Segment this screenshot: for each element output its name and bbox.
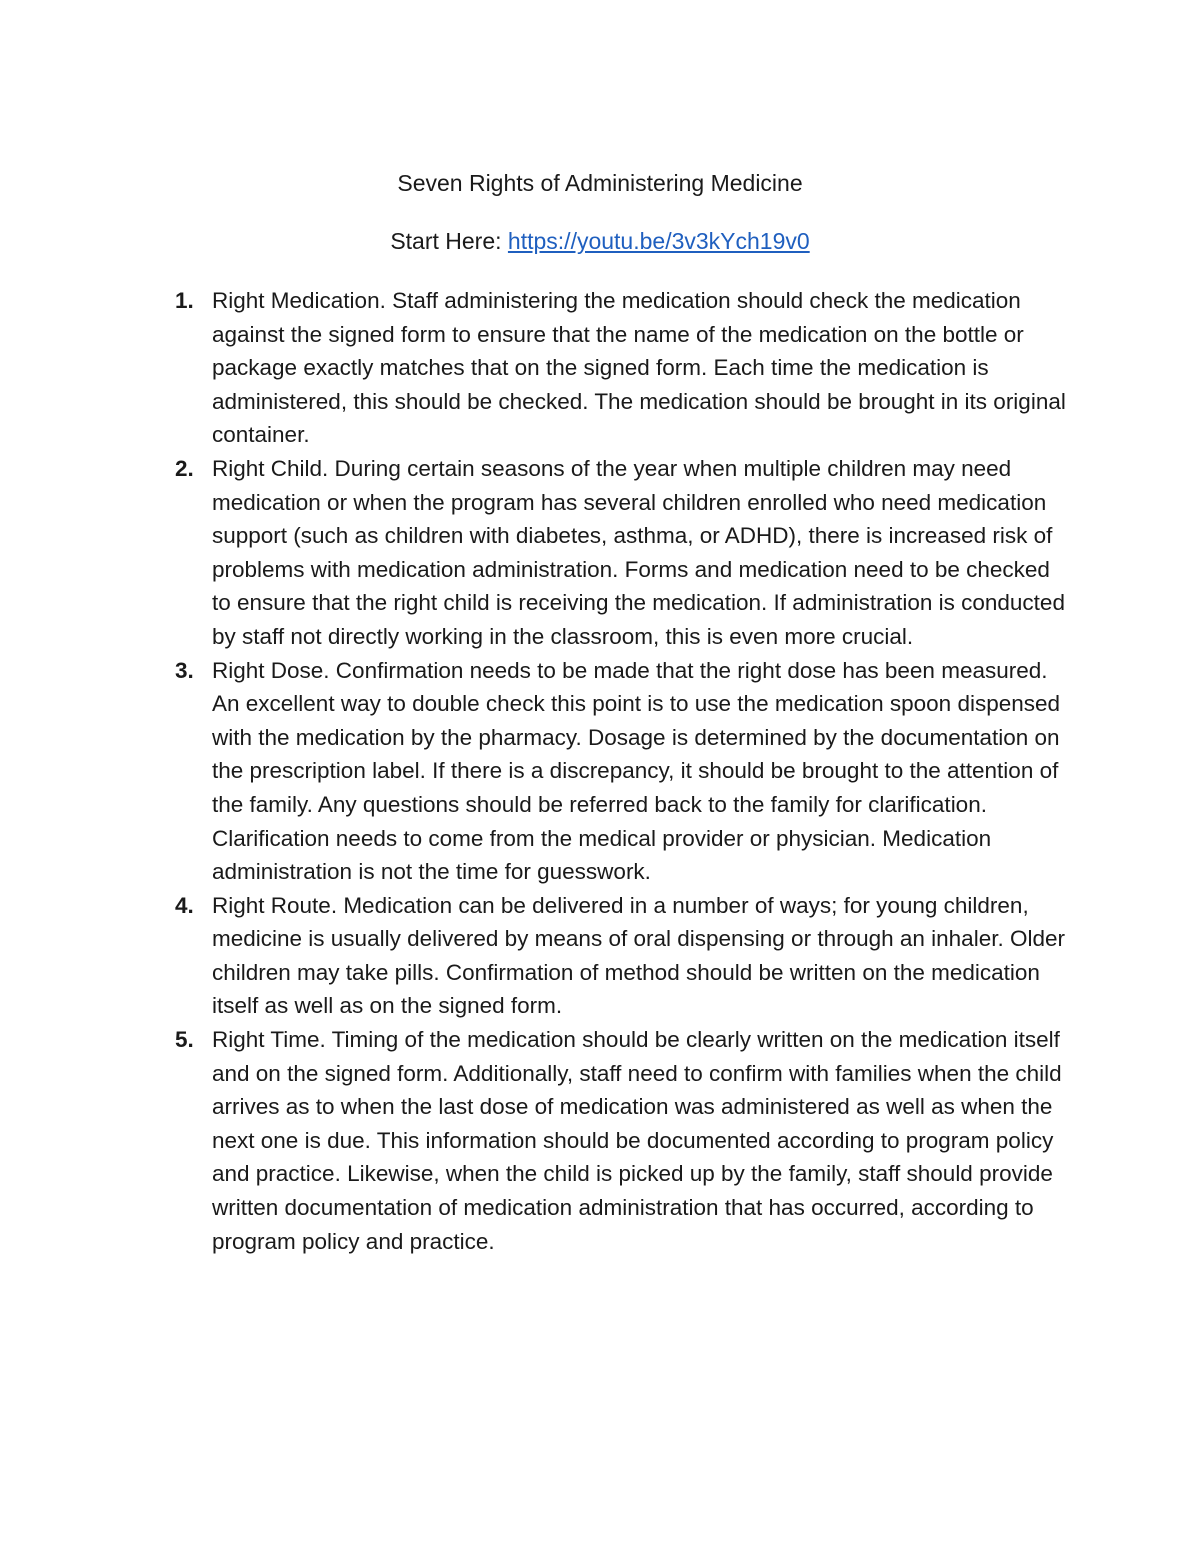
rights-list — [175, 284, 1072, 1258]
document-title: Seven Rights of Administering Medicine — [397, 170, 803, 196]
video-link[interactable]: https://youtu.be/3v3kYch19v0 — [507, 228, 810, 254]
list-item-text: Right Time. Timing of the medication should be clearly written on the medication itself and on the signed form. Additionally, staff need to confirm with families when the child arrives as to when the last dose of medication was administered as well as when the next one is due. This information should be documented according to program policy and practice. Likewise, when the child is picked up by the family, staff should provide written documentation of medication administration that has occurred, according to program policy and practice. — [212, 1027, 1062, 1254]
list-item — [175, 1023, 1072, 1258]
list-item-number: 3. — [175, 657, 194, 683]
list-item-number: 2. — [175, 455, 194, 481]
list-item-number: 4. — [175, 892, 194, 918]
list-item-text: Right Medication. Staff administering the medication should check the medication against the signed form to ensure that the name of the medication on the bottle or package exactly matches that on the signed form. Each time the medication is administered, this should be checked. The medication should be brought in its original container. — [212, 288, 1066, 448]
list-item — [175, 654, 1072, 889]
list-item — [175, 284, 1072, 452]
list-item — [175, 889, 1072, 1023]
list-item-number: 5. — [175, 1027, 194, 1053]
list-item-text: Right Route. Medication can be delivered in a number of ways; for young children, medicine is usually delivered by means of oral dispensing or through an inhaler. Older children may take pills. Confirmation of method should be written on the medication itself as well as on the signed form. — [212, 892, 1065, 1019]
list-item-number: 1. — [175, 288, 194, 313]
list-item-text: Right Dose. Confirmation needs to be made that the right dose has been measured. An excellent way to double check this point is to use the medication spoon dispensed with the medication by the pharmacy. Dosage is determined by the documentation on the prescription label. If there is a discrepancy, it should be brought to the attention of the family. Any questions should be referred back to the family for clarification. Clarification needs to come from the medical provider or physician. Medication administration is not the time for guesswork. — [212, 657, 1061, 885]
start-here-line — [0, 226, 1200, 256]
list-item-text: Right Child. During certain seasons of the year when multiple children may need medication or when the program has several children enrolled who need medication support (such as children with diabetes, asthma, or ADHD), there is increased risk of problems with medication administration. Forms and medication need to be checked to ensure that the right child is receiving the medication. If administration is conducted by staff not directly working in the classroom, this is even more crucial. — [212, 455, 1065, 649]
start-here-label: Start Here: — [390, 228, 508, 254]
list-item — [175, 452, 1072, 654]
